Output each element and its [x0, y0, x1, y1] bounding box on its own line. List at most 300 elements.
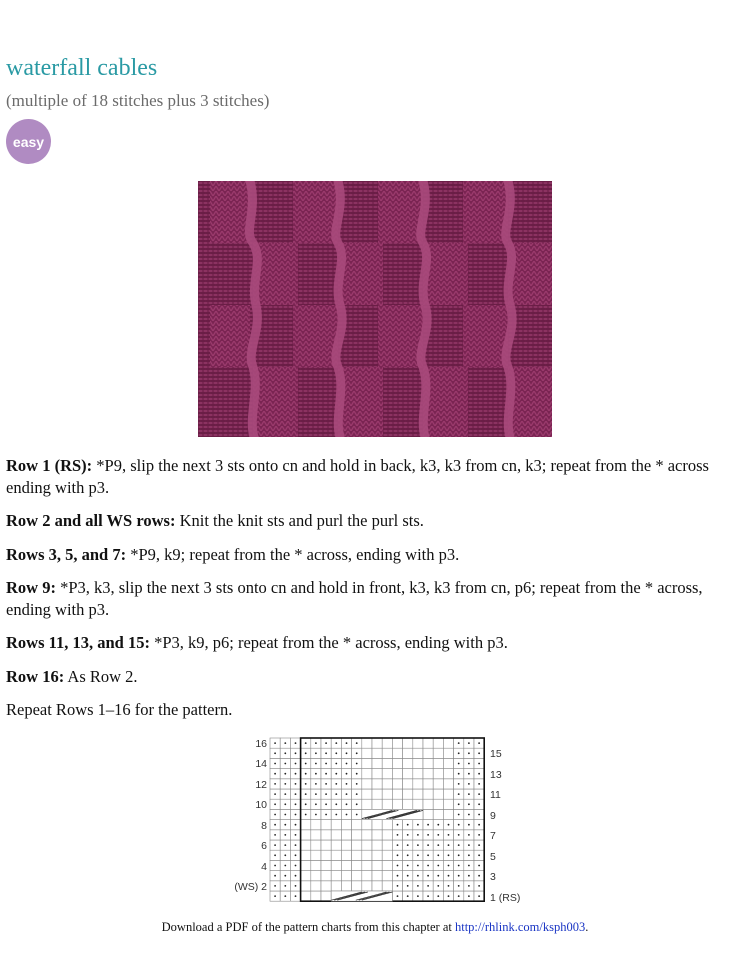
purl-dot — [468, 875, 470, 877]
chart-cell — [382, 799, 392, 809]
purl-dot — [335, 814, 337, 816]
purl-dot — [274, 834, 276, 836]
purl-dot — [346, 803, 348, 805]
instruction-rows-3-5-7: Rows 3, 5, and 7: *P9, k9; repeat from the * across, ending with p3. — [6, 544, 460, 564]
purl-dot — [284, 814, 286, 816]
purl-dot — [315, 803, 317, 805]
purl-dot — [295, 752, 297, 754]
chart-cell — [433, 748, 443, 758]
purl-dot — [407, 844, 409, 846]
row-label-10: 10 — [255, 799, 267, 811]
purl-dot — [356, 742, 358, 744]
purl-dot — [274, 875, 276, 877]
purl-dot — [458, 793, 460, 795]
chart-cell — [341, 860, 351, 870]
purl-dot — [346, 752, 348, 754]
chart-cell — [362, 860, 372, 870]
purl-dot — [458, 824, 460, 826]
chart-cell — [443, 799, 453, 809]
chart-cell — [443, 809, 453, 819]
chart-cell — [372, 871, 382, 881]
purl-dot — [305, 773, 307, 775]
chart-cell — [382, 860, 392, 870]
purl-dot — [417, 834, 419, 836]
purl-dot — [346, 742, 348, 744]
purl-dot — [325, 803, 327, 805]
chart-cell — [372, 779, 382, 789]
purl-dot — [478, 854, 480, 856]
purl-dot — [417, 854, 419, 856]
chart-cell — [433, 769, 443, 779]
purl-dot — [427, 875, 429, 877]
purl-dot — [295, 895, 297, 897]
purl-dot — [356, 783, 358, 785]
purl-dot — [458, 803, 460, 805]
purl-dot — [478, 814, 480, 816]
purl-dot — [295, 865, 297, 867]
row-label-14: 14 — [255, 758, 267, 770]
purl-dot — [335, 783, 337, 785]
chart-cell — [362, 758, 372, 768]
purl-dot — [325, 783, 327, 785]
purl-dot — [448, 865, 450, 867]
chart-cell — [362, 840, 372, 850]
chart-pdf-link[interactable]: http://rhlink.com/ksph003 — [454, 920, 586, 934]
chart-cell — [321, 830, 331, 840]
instruction-row-2: Row 2 and all WS rows: Knit the knit sts and purl the purl sts. — [6, 511, 424, 530]
purl-dot — [427, 824, 429, 826]
purl-dot — [356, 773, 358, 775]
purl-dot — [468, 793, 470, 795]
row-label-11: 11 — [490, 789, 501, 801]
chart-cell — [423, 738, 433, 748]
purl-dot — [284, 865, 286, 867]
chart-cell — [331, 830, 341, 840]
chart-cell — [321, 871, 331, 881]
chart-cell — [382, 758, 392, 768]
purl-dot — [274, 885, 276, 887]
purl-dot — [274, 742, 276, 744]
purl-dot — [478, 865, 480, 867]
purl-dot — [305, 742, 307, 744]
purl-dot — [437, 895, 439, 897]
purl-dot — [437, 844, 439, 846]
chart-cell — [443, 748, 453, 758]
chart-cell — [423, 799, 433, 809]
chart-cell — [403, 799, 413, 809]
chart-cell — [352, 830, 362, 840]
purl-dot — [397, 895, 399, 897]
purl-dot — [315, 752, 317, 754]
purl-dot — [284, 834, 286, 836]
purl-dot — [284, 824, 286, 826]
chart-cell — [362, 748, 372, 758]
purl-dot — [284, 895, 286, 897]
chart-cell — [301, 820, 311, 830]
purl-dot — [315, 773, 317, 775]
purl-dot — [335, 752, 337, 754]
purl-dot — [437, 865, 439, 867]
chart-cell — [433, 789, 443, 799]
chart-cell — [392, 769, 402, 779]
chart-cell — [331, 820, 341, 830]
cable-row-9 — [362, 809, 423, 819]
purl-dot — [274, 773, 276, 775]
chart-cell — [301, 871, 311, 881]
row-label-15: 15 — [490, 748, 502, 760]
purl-dot — [346, 793, 348, 795]
purl-dot — [295, 844, 297, 846]
purl-dot — [335, 793, 337, 795]
purl-dot — [315, 814, 317, 816]
purl-dot — [448, 875, 450, 877]
purl-dot — [305, 783, 307, 785]
chart-cell — [433, 779, 443, 789]
purl-dot — [274, 824, 276, 826]
chart-cell — [352, 871, 362, 881]
chart-cell — [423, 779, 433, 789]
chart-cell — [372, 860, 382, 870]
purl-dot — [284, 783, 286, 785]
purl-dot — [356, 793, 358, 795]
purl-dot — [478, 742, 480, 744]
purl-dot — [458, 844, 460, 846]
purl-dot — [468, 773, 470, 775]
chart-cell — [372, 881, 382, 891]
chart-cell — [403, 738, 413, 748]
purl-dot — [295, 773, 297, 775]
chart-cell — [331, 860, 341, 870]
chart-cell — [372, 758, 382, 768]
purl-dot — [417, 885, 419, 887]
purl-dot — [284, 763, 286, 765]
stitch-chart — [225, 734, 525, 908]
purl-dot — [284, 773, 286, 775]
chart-cell — [423, 748, 433, 758]
instruction-row-16: Row 16: As Row 2. — [6, 666, 138, 686]
chart-cell — [382, 738, 392, 748]
chart-cell — [352, 820, 362, 830]
purl-dot — [284, 875, 286, 877]
chart-cell — [392, 748, 402, 758]
chart-cell — [321, 881, 331, 891]
purl-dot — [437, 854, 439, 856]
purl-dot — [325, 773, 327, 775]
purl-dot — [417, 824, 419, 826]
chart-cell — [362, 769, 372, 779]
chart-cell — [443, 758, 453, 768]
chart-cell — [443, 779, 453, 789]
purl-dot — [284, 752, 286, 754]
stitch-multiple: (multiple of 18 stitches plus 3 stitches) — [6, 91, 270, 110]
purl-dot — [427, 834, 429, 836]
purl-dot — [295, 803, 297, 805]
purl-dot — [305, 803, 307, 805]
purl-dot — [468, 865, 470, 867]
chart-cell — [433, 758, 443, 768]
chart-cell — [352, 840, 362, 850]
purl-dot — [335, 742, 337, 744]
chart-cell — [321, 820, 331, 830]
purl-dot — [295, 854, 297, 856]
chart-cell — [443, 789, 453, 799]
chart-cell — [433, 799, 443, 809]
chart-cell — [331, 881, 341, 891]
chart-cell — [372, 738, 382, 748]
chart-cell — [341, 820, 351, 830]
chart-cell — [382, 769, 392, 779]
chart-cell — [413, 738, 423, 748]
purl-dot — [407, 895, 409, 897]
instruction-rows-11-13-15: Rows 11, 13, and 15: *P3, k9, p6; repeat from the * across, ending with p3. — [6, 633, 508, 652]
chart-cell — [341, 871, 351, 881]
purl-dot — [295, 824, 297, 826]
difficulty-badge: easy — [6, 119, 51, 164]
purl-dot — [284, 844, 286, 846]
purl-dot — [315, 763, 317, 765]
purl-dot — [468, 803, 470, 805]
purl-dot — [397, 824, 399, 826]
purl-dot — [437, 885, 439, 887]
instruction-repeat: Repeat Rows 1–16 for the pattern. — [6, 700, 233, 719]
purl-dot — [478, 844, 480, 846]
chart-cell — [372, 830, 382, 840]
chart-cell — [372, 840, 382, 850]
purl-dot — [325, 763, 327, 765]
purl-dot — [478, 803, 480, 805]
purl-dot — [284, 885, 286, 887]
chart-cell — [331, 840, 341, 850]
chart-cell — [321, 891, 331, 901]
purl-dot — [427, 844, 429, 846]
purl-dot — [295, 885, 297, 887]
purl-dot — [478, 752, 480, 754]
chart-cell — [311, 820, 321, 830]
purl-dot — [295, 814, 297, 816]
purl-dot — [448, 854, 450, 856]
purl-dot — [458, 895, 460, 897]
purl-dot — [305, 763, 307, 765]
purl-dot — [305, 752, 307, 754]
purl-dot — [448, 885, 450, 887]
purl-dot — [478, 763, 480, 765]
purl-dot — [458, 763, 460, 765]
purl-dot — [325, 793, 327, 795]
purl-dot — [458, 752, 460, 754]
purl-dot — [305, 793, 307, 795]
purl-dot — [437, 875, 439, 877]
purl-dot — [458, 834, 460, 836]
purl-dot — [305, 814, 307, 816]
chart-cell — [403, 779, 413, 789]
purl-dot — [274, 865, 276, 867]
purl-dot — [468, 763, 470, 765]
purl-dot — [427, 895, 429, 897]
chart-cell — [311, 830, 321, 840]
purl-dot — [397, 854, 399, 856]
purl-dot — [458, 742, 460, 744]
purl-dot — [295, 763, 297, 765]
purl-dot — [468, 834, 470, 836]
chart-cell — [413, 758, 423, 768]
chart-cell — [403, 789, 413, 799]
purl-dot — [427, 885, 429, 887]
purl-dot — [274, 854, 276, 856]
purl-dot — [458, 814, 460, 816]
chart-cell — [392, 789, 402, 799]
chart-cell — [331, 850, 341, 860]
chart-cell — [372, 748, 382, 758]
purl-dot — [407, 885, 409, 887]
purl-dot — [335, 773, 337, 775]
chart-cell — [403, 758, 413, 768]
purl-dot — [468, 844, 470, 846]
purl-dot — [274, 793, 276, 795]
chart-cell — [372, 799, 382, 809]
chart-cell — [341, 830, 351, 840]
chart-cell — [392, 799, 402, 809]
chart-cell — [362, 871, 372, 881]
purl-dot — [274, 844, 276, 846]
purl-dot — [458, 783, 460, 785]
chart-cell — [311, 860, 321, 870]
purl-dot — [315, 742, 317, 744]
row-label-12: 12 — [255, 779, 267, 791]
purl-dot — [478, 773, 480, 775]
chart-cell — [413, 799, 423, 809]
purl-dot — [295, 875, 297, 877]
purl-dot — [346, 814, 348, 816]
download-note: Download a PDF of the pattern charts from this chapter at http://rhlink.com/ksph003. — [161, 920, 589, 934]
chart-cell — [392, 738, 402, 748]
purl-dot — [458, 865, 460, 867]
purl-dot — [437, 824, 439, 826]
chart-cell — [352, 881, 362, 891]
purl-dot — [468, 895, 470, 897]
chart-cell — [443, 769, 453, 779]
purl-dot — [397, 844, 399, 846]
purl-dot — [458, 885, 460, 887]
chart-cell — [301, 860, 311, 870]
purl-dot — [468, 885, 470, 887]
chart-cell — [301, 891, 311, 901]
row-label-4: 4 — [261, 861, 267, 873]
purl-dot — [448, 844, 450, 846]
row-label-2-ws: (WS) 2 — [234, 881, 267, 893]
purl-dot — [458, 854, 460, 856]
pattern-instructions — [6, 455, 734, 733]
chart-cell — [311, 840, 321, 850]
purl-dot — [407, 875, 409, 877]
purl-dot — [295, 793, 297, 795]
purl-dot — [407, 824, 409, 826]
purl-dot — [274, 803, 276, 805]
purl-dot — [478, 824, 480, 826]
chart-cell — [443, 738, 453, 748]
chart-cell — [341, 881, 351, 891]
row-label-7: 7 — [490, 830, 496, 842]
purl-dot — [427, 854, 429, 856]
purl-dot — [417, 844, 419, 846]
purl-dot — [407, 834, 409, 836]
purl-dot — [346, 763, 348, 765]
chart-cell — [382, 830, 392, 840]
cable-row-1 — [331, 891, 392, 901]
chart-cell — [433, 738, 443, 748]
swatch-photo — [198, 181, 552, 437]
purl-dot — [295, 783, 297, 785]
pattern-title: waterfall cables — [6, 55, 158, 81]
chart-cell — [382, 748, 392, 758]
chart-cell — [321, 860, 331, 870]
chart-cell — [362, 830, 372, 840]
purl-dot — [397, 834, 399, 836]
chart-cell — [311, 871, 321, 881]
chart-cell — [433, 809, 443, 819]
purl-dot — [407, 854, 409, 856]
chart-cell — [362, 820, 372, 830]
chart-cell — [413, 769, 423, 779]
purl-dot — [478, 793, 480, 795]
chart-cell — [321, 840, 331, 850]
purl-dot — [407, 865, 409, 867]
chart-cell — [362, 881, 372, 891]
purl-dot — [325, 752, 327, 754]
chart-cell — [382, 789, 392, 799]
instruction-row-1: Row 1 (RS): *P9, slip the next 3 sts onto cn and hold in back, k3, k3 from cn, k3; repeat from the * across ending with p3. — [6, 456, 709, 497]
purl-dot — [346, 783, 348, 785]
purl-dot — [274, 895, 276, 897]
purl-dot — [284, 742, 286, 744]
purl-dot — [437, 834, 439, 836]
chart-cell — [382, 850, 392, 860]
chart-cell — [413, 789, 423, 799]
chart-cell — [382, 881, 392, 891]
row-label-5: 5 — [490, 851, 496, 863]
chart-cell — [382, 820, 392, 830]
chart-cell — [362, 850, 372, 860]
purl-dot — [356, 752, 358, 754]
purl-dot — [325, 814, 327, 816]
purl-dot — [346, 773, 348, 775]
chart-cell — [423, 769, 433, 779]
chart-cell — [423, 758, 433, 768]
purl-dot — [458, 875, 460, 877]
purl-dot — [417, 875, 419, 877]
row-label-8: 8 — [261, 820, 267, 832]
purl-dot — [284, 803, 286, 805]
purl-dot — [356, 814, 358, 816]
instruction-row-9: Row 9: *P3, k3, slip the next 3 sts onto cn and hold in front, k3, k3 from cn, p6; repeat from the * across, ending with p3. — [6, 578, 703, 619]
purl-dot — [468, 854, 470, 856]
purl-dot — [417, 865, 419, 867]
purl-dot — [335, 803, 337, 805]
row-label-1-rs: 1 (RS) — [490, 892, 521, 904]
purl-dot — [468, 824, 470, 826]
chart-cell — [311, 850, 321, 860]
purl-dot — [274, 783, 276, 785]
purl-dot — [427, 865, 429, 867]
purl-dot — [274, 814, 276, 816]
chart-cell — [372, 789, 382, 799]
chart-cell — [392, 758, 402, 768]
chart-cell — [392, 779, 402, 789]
chart-cell — [362, 789, 372, 799]
purl-dot — [284, 793, 286, 795]
row-label-9: 9 — [490, 810, 496, 822]
chart-cell — [372, 769, 382, 779]
row-label-16: 16 — [255, 738, 267, 750]
